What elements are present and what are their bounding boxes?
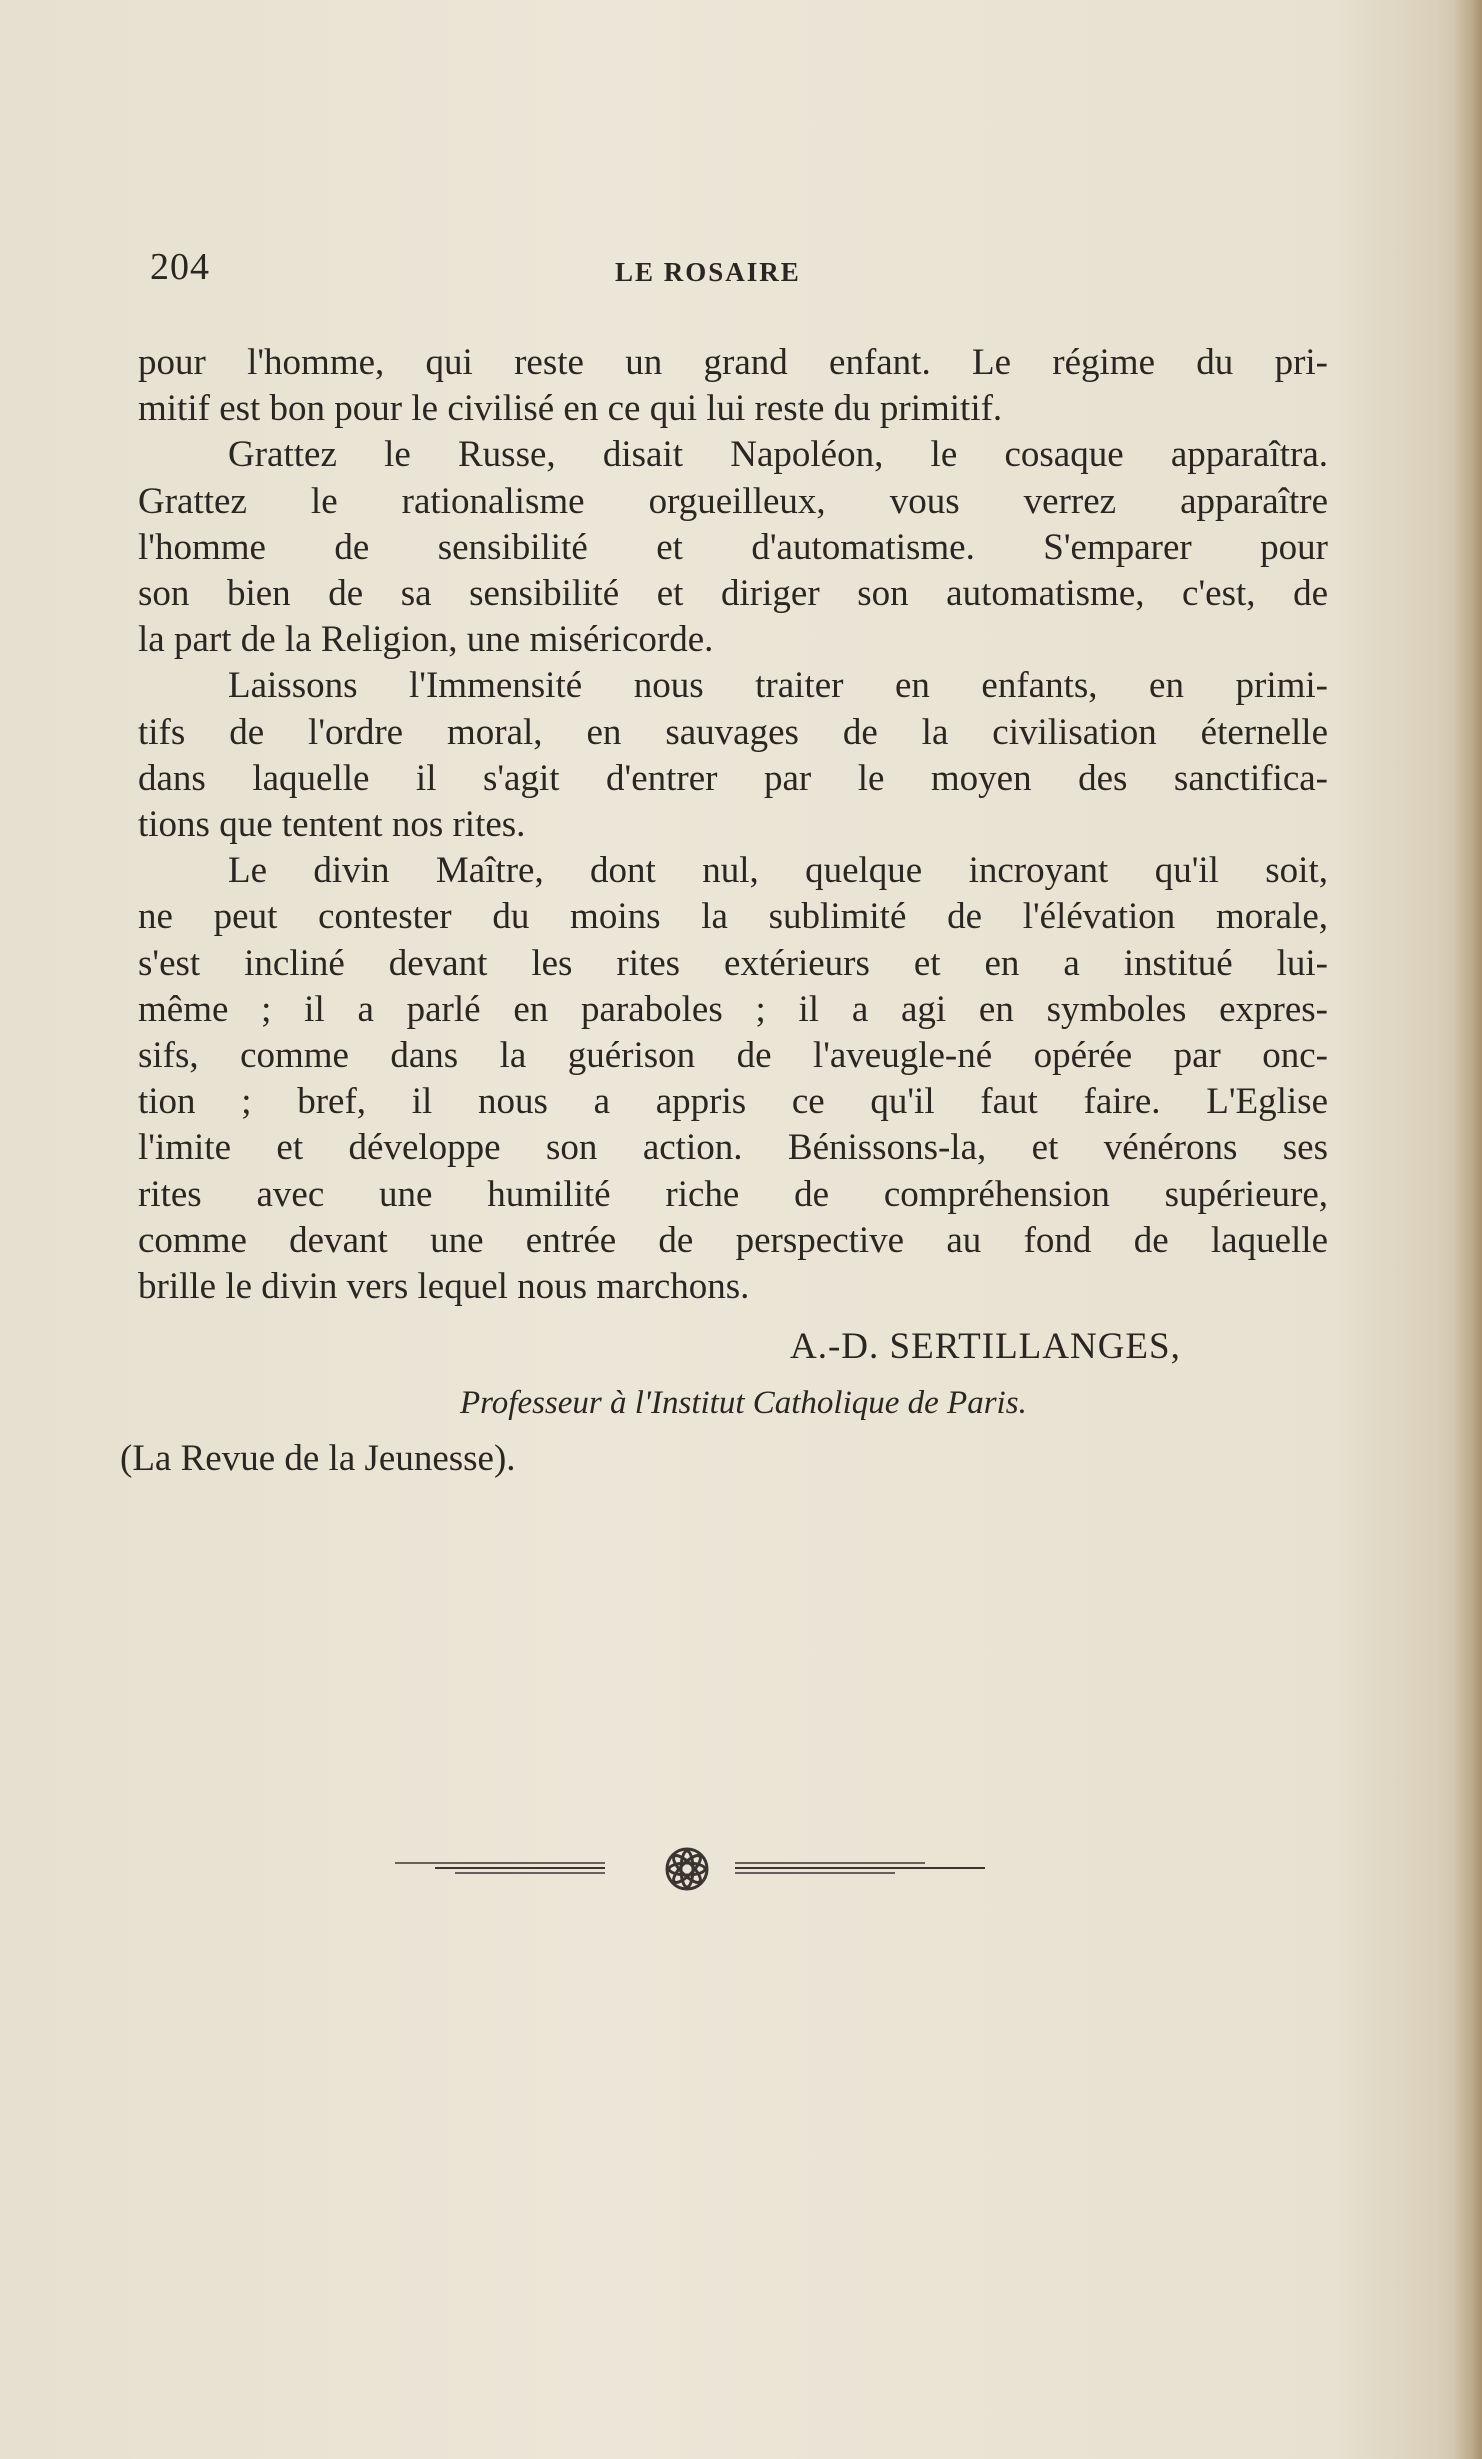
text-line: tifs de l'ordre moral, en sauvages de la civilisation éternelle [138, 711, 1328, 753]
page-edge-shadow [1454, 0, 1482, 2459]
text-line: dans laquelle il s'agit d'entrer par le moyen des sanctifica- [138, 757, 1328, 799]
paragraph [138, 663, 1328, 848]
paragraph [138, 340, 1328, 432]
author-signature: A.-D. SERTILLANGES, [790, 1326, 1181, 1367]
text-line: rites avec une humilité riche de compréhension supérieure, [138, 1173, 1328, 1215]
ornament-left-rules [395, 1863, 605, 1873]
text-line: Le divin Maître, dont nul, quelque incroyant qu'il soit, [228, 850, 1328, 892]
text-line: même ; il a parlé en paraboles ; il a agi en symboles expres- [138, 988, 1328, 1030]
text-line: l'imite et développe son action. Bénissons-la, et vénérons ses [138, 1127, 1328, 1169]
text-line: comme devant une entrée de perspective au fond de laquelle [138, 1219, 1328, 1261]
text-line: s'est incliné devant les rites extérieurs et en a institué lui- [138, 942, 1328, 984]
text-line: brille le divin vers lequel nous marchons. [138, 1266, 750, 1308]
source-citation: (La Revue de la Jeunesse). [120, 1438, 516, 1479]
text-line: sifs, comme dans la guérison de l'aveugle-né opérée par onc- [138, 1035, 1328, 1077]
running-title: LE ROSAIRE [615, 257, 801, 287]
text-line: Grattez le rationalisme orgueilleux, vous verrez apparaître [138, 480, 1328, 522]
article-body [138, 340, 1328, 1310]
page-header [150, 245, 1330, 305]
page-number: 204 [150, 246, 210, 288]
text-line: Grattez le Russe, disait Napoléon, le cosaque apparaîtra. [228, 434, 1328, 476]
text-line: son bien de sa sensibilité et diriger son automatisme, c'est, de [138, 573, 1328, 615]
paragraph [138, 432, 1328, 663]
text-line: Laissons l'Immensité nous traiter en enfants, en primi- [228, 665, 1328, 707]
rosette-icon [667, 1849, 707, 1889]
ornament-divider [395, 1845, 985, 1895]
text-line: ne peut contester du moins la sublimité de l'élévation morale, [138, 896, 1328, 938]
text-line: pour l'homme, qui reste un grand enfant. Le régime du pri- [138, 342, 1328, 383]
author-affiliation: Professeur à l'Institut Catholique de Paris. [460, 1385, 1027, 1421]
text-line: mitif est bon pour le civilisé en ce qui lui reste du primitif. [138, 388, 1003, 430]
text-line: tions que tentent nos rites. [138, 804, 526, 846]
text-line: la part de la Religion, une miséricorde. [138, 619, 714, 661]
text-line: l'homme de sensibilité et d'automatisme. S'emparer pour [138, 526, 1328, 568]
paragraph [138, 848, 1328, 1310]
text-line: tion ; bref, il nous a appris ce qu'il faut faire. L'Eglise [138, 1081, 1328, 1123]
ornament-right-rules [735, 1863, 985, 1873]
